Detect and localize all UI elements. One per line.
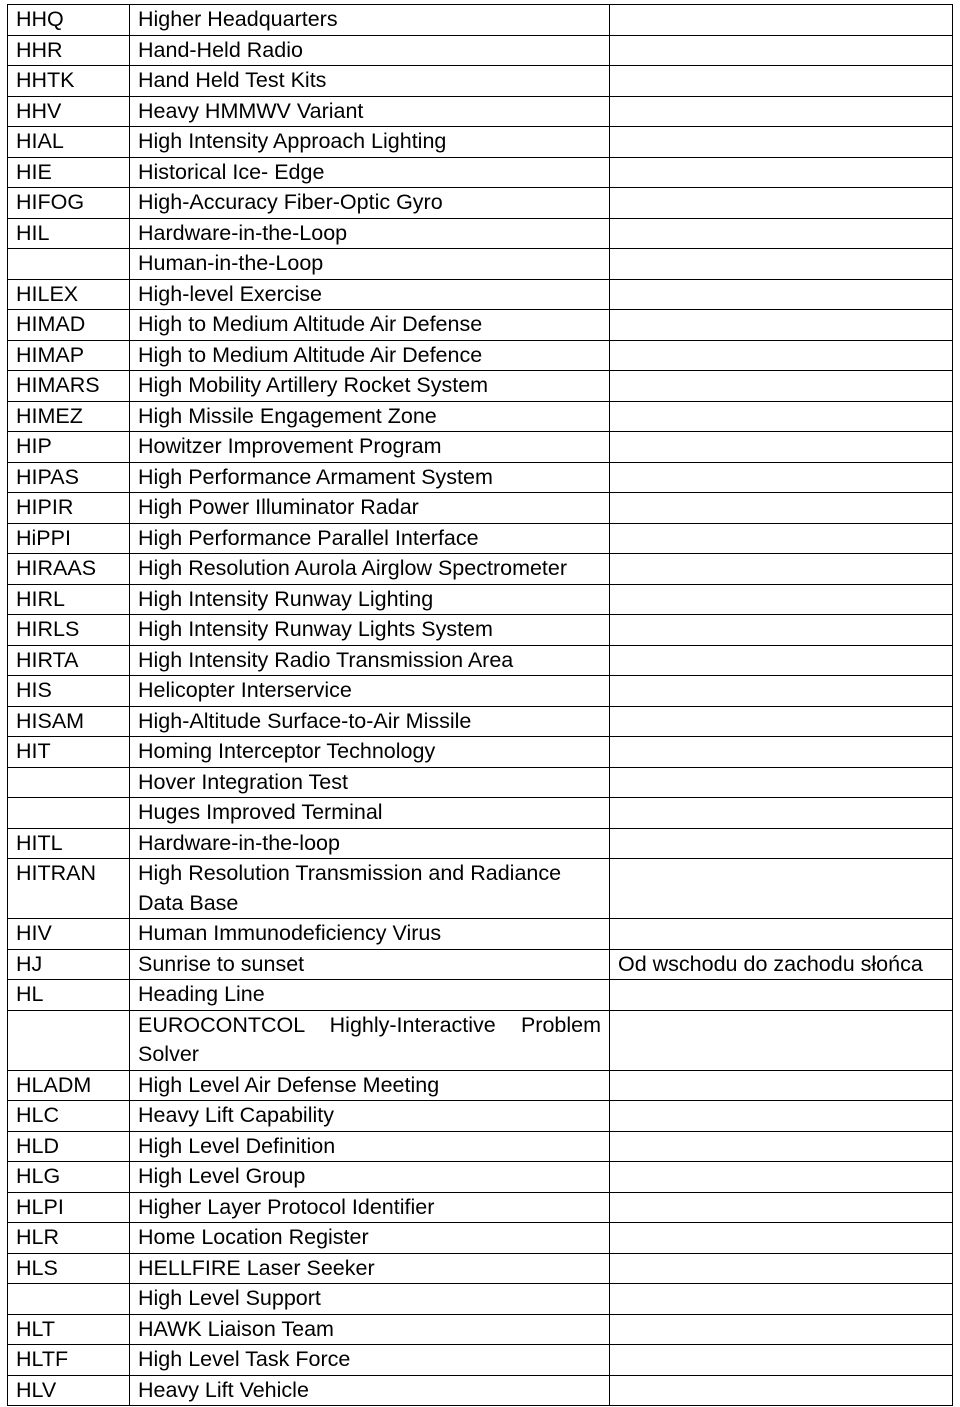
abbreviation-cell: HIP <box>8 432 130 463</box>
abbreviation-cell: HJ <box>8 949 130 980</box>
translation-cell <box>610 218 953 249</box>
translation-cell <box>610 737 953 768</box>
table-row <box>8 828 953 859</box>
table-row <box>8 554 953 585</box>
translation-cell <box>610 1131 953 1162</box>
abbreviation-cell: HLV <box>8 1375 130 1406</box>
translation-cell <box>610 340 953 371</box>
table-row <box>8 249 953 280</box>
translation-cell <box>610 66 953 97</box>
definition-cell: High Mobility Artillery Rocket System <box>130 371 610 402</box>
table-row <box>8 401 953 432</box>
abbreviation-cell: HLS <box>8 1253 130 1284</box>
abbreviation-cell <box>8 767 130 798</box>
translation-cell <box>610 798 953 829</box>
definition-cell: Heavy Lift Vehicle <box>130 1375 610 1406</box>
definition-cell: High Performance Armament System <box>130 462 610 493</box>
definition-cell: Homing Interceptor Technology <box>130 737 610 768</box>
abbreviation-cell: HHV <box>8 96 130 127</box>
definition-cell: Hardware-in-the-Loop <box>130 218 610 249</box>
table-row <box>8 1223 953 1254</box>
table-row <box>8 584 953 615</box>
abbreviation-cell: HLPI <box>8 1192 130 1223</box>
translation-cell <box>610 706 953 737</box>
abbreviation-cell: HLG <box>8 1162 130 1193</box>
abbreviation-cell: HLR <box>8 1223 130 1254</box>
abbreviation-cell: HIMEZ <box>8 401 130 432</box>
translation-cell <box>610 371 953 402</box>
abbreviation-cell <box>8 798 130 829</box>
table-row <box>8 949 953 980</box>
translation-cell <box>610 462 953 493</box>
translation-cell <box>610 1162 953 1193</box>
definition-cell: High Resolution Aurola Airglow Spectrometer <box>130 554 610 585</box>
translation-cell <box>610 554 953 585</box>
abbreviation-cell: HIMARS <box>8 371 130 402</box>
table-row <box>8 676 953 707</box>
translation-cell <box>610 584 953 615</box>
definition-cell: High Level Definition <box>130 1131 610 1162</box>
definition-cell: Hover Integration Test <box>130 767 610 798</box>
translation-cell <box>610 432 953 463</box>
translation-cell <box>610 645 953 676</box>
translation-cell <box>610 96 953 127</box>
abbreviation-cell: HIRLS <box>8 615 130 646</box>
abbreviation-cell: HIL <box>8 218 130 249</box>
translation-cell <box>610 859 953 919</box>
table-row <box>8 1192 953 1223</box>
abbreviation-cell: HLT <box>8 1314 130 1345</box>
translation-cell <box>610 1101 953 1132</box>
table-row <box>8 432 953 463</box>
translation-cell <box>610 523 953 554</box>
table-row <box>8 1010 953 1070</box>
definition-cell: High Level Air Defense Meeting <box>130 1070 610 1101</box>
table-row <box>8 645 953 676</box>
abbreviation-cell: HIRL <box>8 584 130 615</box>
translation-cell <box>610 127 953 158</box>
table-row <box>8 523 953 554</box>
translation-cell <box>610 1284 953 1315</box>
abbreviation-cell: HIPIR <box>8 493 130 524</box>
abbreviation-cell: HIT <box>8 737 130 768</box>
definition-cell: Heavy HMMWV Variant <box>130 96 610 127</box>
table-row <box>8 340 953 371</box>
definition-cell: Heading Line <box>130 980 610 1011</box>
definition-cell: Historical Ice- Edge <box>130 157 610 188</box>
translation-cell <box>610 1375 953 1406</box>
abbreviation-cell: HLC <box>8 1101 130 1132</box>
translation-cell <box>610 401 953 432</box>
definition-cell: High Intensity Approach Lighting <box>130 127 610 158</box>
table-row <box>8 127 953 158</box>
abbreviation-cell: HITRAN <box>8 859 130 919</box>
table-row <box>8 1314 953 1345</box>
definition-cell: Heavy Lift Capability <box>130 1101 610 1132</box>
table-row <box>8 1070 953 1101</box>
table-row <box>8 462 953 493</box>
translation-cell <box>610 1345 953 1376</box>
table-row <box>8 980 953 1011</box>
table-row <box>8 615 953 646</box>
definition-cell: High Resolution Transmission and Radiance Data Base <box>130 859 610 919</box>
table-row <box>8 5 953 36</box>
definition-cell: High Intensity Runway Lights System <box>130 615 610 646</box>
translation-cell <box>610 1223 953 1254</box>
translation-cell <box>610 279 953 310</box>
abbreviation-cell: HLADM <box>8 1070 130 1101</box>
translation-cell <box>610 767 953 798</box>
translation-cell <box>610 1253 953 1284</box>
abbreviation-cell: HILEX <box>8 279 130 310</box>
abbreviation-cell: HIFOG <box>8 188 130 219</box>
definition-cell: High Performance Parallel Interface <box>130 523 610 554</box>
translation-cell <box>610 980 953 1011</box>
table-row <box>8 1253 953 1284</box>
abbreviation-cell: HL <box>8 980 130 1011</box>
definition-cell: HELLFIRE Laser Seeker <box>130 1253 610 1284</box>
translation-cell <box>610 1010 953 1070</box>
table-row <box>8 310 953 341</box>
definition-cell: Human-in-the-Loop <box>130 249 610 280</box>
abbreviation-cell: HITL <box>8 828 130 859</box>
table-row <box>8 1131 953 1162</box>
definition-cell: Hand Held Test Kits <box>130 66 610 97</box>
table-row <box>8 1162 953 1193</box>
abbreviation-cell: HIMAD <box>8 310 130 341</box>
abbreviation-cell: HHR <box>8 35 130 66</box>
table-row <box>8 919 953 950</box>
definition-cell: Home Location Register <box>130 1223 610 1254</box>
abbreviation-cell: HIAL <box>8 127 130 158</box>
table-row <box>8 188 953 219</box>
abbreviation-cell: HHQ <box>8 5 130 36</box>
table-row <box>8 1375 953 1406</box>
abbreviation-cell: HISAM <box>8 706 130 737</box>
definition-cell: Howitzer Improvement Program <box>130 432 610 463</box>
definition-cell: High-Altitude Surface-to-Air Missile <box>130 706 610 737</box>
table-row <box>8 157 953 188</box>
table-row <box>8 1101 953 1132</box>
definition-cell: High Level Support <box>130 1284 610 1315</box>
abbreviation-cell: HIS <box>8 676 130 707</box>
definition-cell: High Level Group <box>130 1162 610 1193</box>
definition-cell: Hardware-in-the-loop <box>130 828 610 859</box>
translation-cell <box>610 1314 953 1345</box>
definition-cell: EUROCONTCOL Highly-Interactive Problem Solver <box>130 1010 610 1070</box>
translation-cell <box>610 1192 953 1223</box>
table-row <box>8 1345 953 1376</box>
definition-cell: Hand-Held Radio <box>130 35 610 66</box>
definition-cell: Sunrise to sunset <box>130 949 610 980</box>
translation-cell <box>610 35 953 66</box>
abbreviation-cell <box>8 1010 130 1070</box>
definition-cell: High Power Illuminator Radar <box>130 493 610 524</box>
translation-cell <box>610 919 953 950</box>
translation-cell <box>610 615 953 646</box>
abbreviation-cell: HIRAAS <box>8 554 130 585</box>
abbreviation-cell: HIE <box>8 157 130 188</box>
translation-cell <box>610 676 953 707</box>
table-row <box>8 493 953 524</box>
definition-cell: High Level Task Force <box>130 1345 610 1376</box>
definition-cell: Higher Layer Protocol Identifier <box>130 1192 610 1223</box>
table-row <box>8 218 953 249</box>
abbreviation-cell <box>8 1284 130 1315</box>
definition-cell: Human Immunodeficiency Virus <box>130 919 610 950</box>
table-row <box>8 96 953 127</box>
definition-cell: Higher Headquarters <box>130 5 610 36</box>
translation-cell <box>610 1070 953 1101</box>
definition-cell: High-Accuracy Fiber-Optic Gyro <box>130 188 610 219</box>
abbreviation-table <box>7 4 953 1406</box>
table-row <box>8 859 953 919</box>
abbreviation-cell: HiPPI <box>8 523 130 554</box>
definition-cell: High Intensity Radio Transmission Area <box>130 645 610 676</box>
abbreviation-cell <box>8 249 130 280</box>
definition-cell: High to Medium Altitude Air Defense <box>130 310 610 341</box>
definition-cell: High Intensity Runway Lighting <box>130 584 610 615</box>
abbreviation-cell: HIV <box>8 919 130 950</box>
table-row <box>8 737 953 768</box>
abbreviation-cell: HLD <box>8 1131 130 1162</box>
abbreviation-cell: HIMAP <box>8 340 130 371</box>
translation-cell <box>610 188 953 219</box>
table-row <box>8 279 953 310</box>
translation-cell <box>610 310 953 341</box>
translation-cell <box>610 493 953 524</box>
translation-cell: Od wschodu do zachodu słońca <box>610 949 953 980</box>
translation-cell <box>610 249 953 280</box>
abbreviation-cell: HIRTA <box>8 645 130 676</box>
definition-cell: High-level Exercise <box>130 279 610 310</box>
table-row <box>8 66 953 97</box>
table-row <box>8 371 953 402</box>
translation-cell <box>610 828 953 859</box>
table-row <box>8 706 953 737</box>
table-row <box>8 1284 953 1315</box>
definition-cell: High Missile Engagement Zone <box>130 401 610 432</box>
abbreviation-cell: HHTK <box>8 66 130 97</box>
table-row <box>8 767 953 798</box>
abbreviation-cell: HLTF <box>8 1345 130 1376</box>
definition-cell: Huges Improved Terminal <box>130 798 610 829</box>
definition-cell: High to Medium Altitude Air Defence <box>130 340 610 371</box>
definition-cell: Helicopter Interservice <box>130 676 610 707</box>
abbreviation-table-body <box>8 5 953 1406</box>
definition-cell: HAWK Liaison Team <box>130 1314 610 1345</box>
table-row <box>8 798 953 829</box>
translation-cell <box>610 5 953 36</box>
abbreviation-cell: HIPAS <box>8 462 130 493</box>
table-row <box>8 35 953 66</box>
translation-cell <box>610 157 953 188</box>
